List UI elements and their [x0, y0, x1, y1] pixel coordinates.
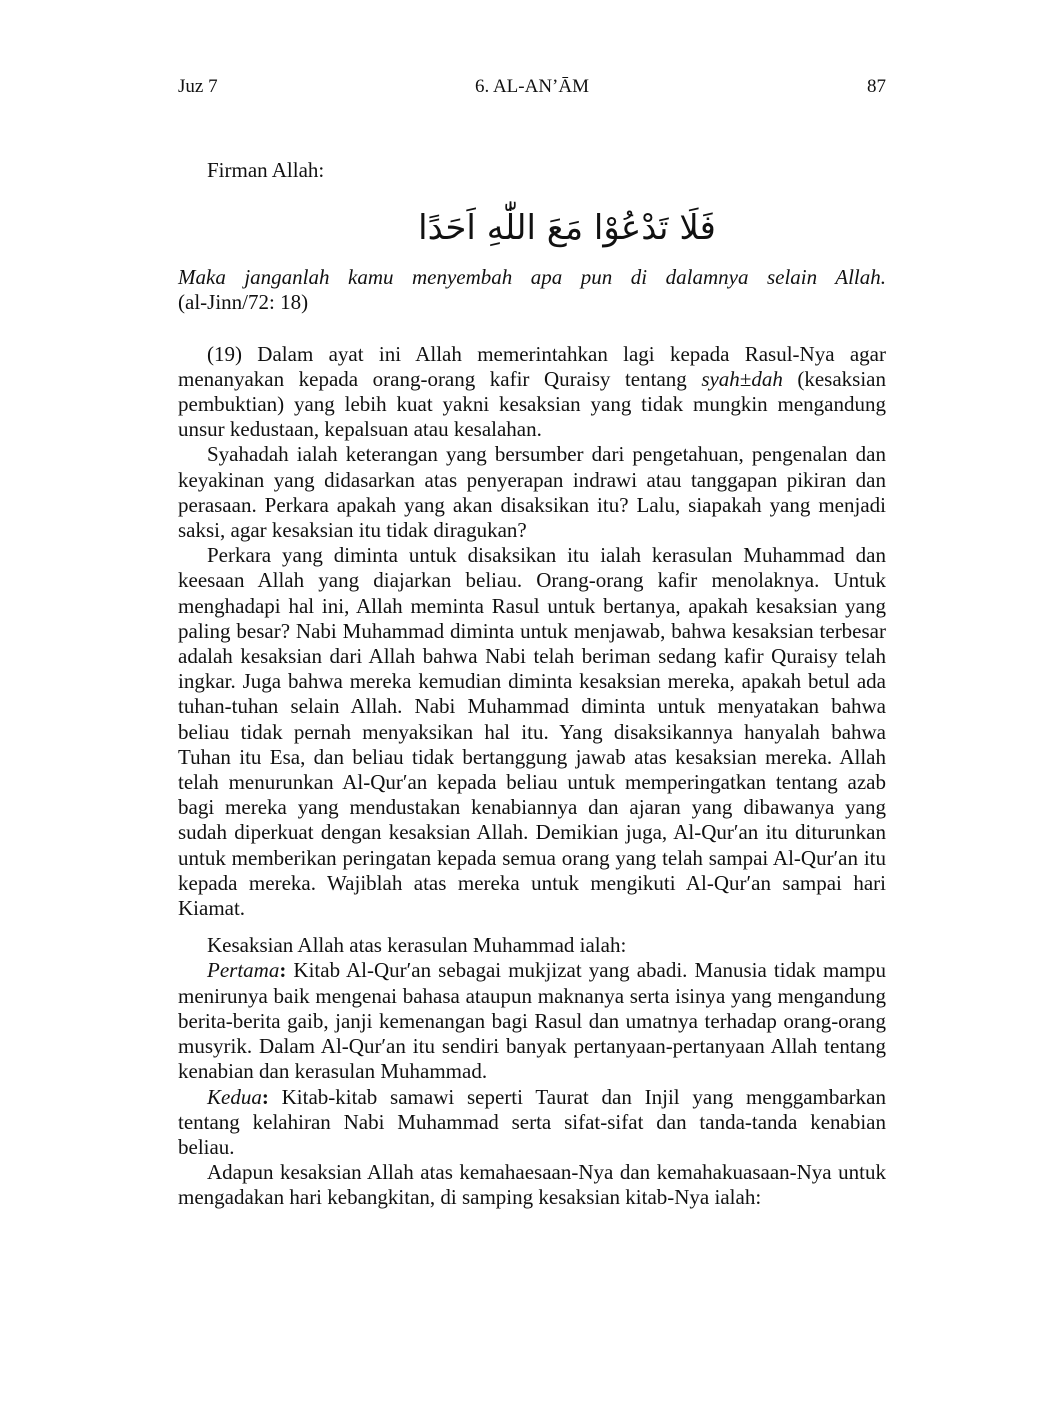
paragraph-pertama: [178, 958, 886, 1084]
text-pertama: Kitab Al-Qur′an sebagai mukjizat yang abadi. Manusia tidak mampu menirunya baik mengenai bahasa ataupun maknanya serta isinya yang mengandung berita-berita gaib, janji kemenangan bagi Rasul dan umatnya terhadap orang-orang musyrik. Dalam Al-Qur′an itu sendiri banyak pertanyaan-pertanyaan Allah tentang kenabian dan kerasulan Muhammad.: [178, 958, 886, 1084]
paragraph-19: [178, 342, 886, 443]
colon-pertama: :: [279, 958, 287, 983]
page-number: 87: [867, 76, 886, 97]
paragraph-perkara: Perkara yang diminta untuk disaksikan itu ialah kerasulan Muhammad dan keesaan Allah yang diajarkan beliau. Orang-orang kafir menolaknya. Untuk menghadapi hal ini, Allah meminta Rasul untuk bertanya, apakah kesaksian yang paling besar? Nabi Muhammad diminta untuk menjawab, bahwa kesaksian terbesar adalah kesaksian dari Allah bahwa Nabi telah beriman sedang kafir Quraisy telah ingkar. Juga bahwa mereka kemudian diminta kesaksian mereka, apakah betul ada tuhan-tuhan selain Allah. Nabi Muhammad diminta untuk menyatakan bahwa beliau tidak pernah menyaksikan hal itu. Yang disaksikannya hanyalah bahwa Tuhan itu Esa, dan beliau tidak bertanggung jawab atas kesaksian mereka. Allah telah menurunkan Al-Qur′an kepada beliau untuk memperingatkan tentang azab bagi mereka yang mendustakan kenabiannya dan ajaran yang dibawanya yang sudah diperkuat dengan kesaksian Allah. Demikian juga, Al-Qur′an itu diturunkan untuk memberikan peringatan kepada semua orang yang telah sampai Al-Qur′an itu kepada mereka. Wajiblah atas mereka untuk mengikuti Al-Qur′an sampai hari Kiamat.: [178, 543, 886, 921]
label-pertama: Pertama: [207, 958, 280, 983]
verse-translation: Maka janganlah kamu menyembah apa pun di dalamnya selain Allah.: [178, 265, 886, 290]
paragraph-kedua: [178, 1085, 886, 1161]
label-kedua: Kedua: [207, 1084, 262, 1109]
term-syahadah: syah±dah: [701, 366, 783, 391]
paragraph-kesaksian-intro: Kesaksian Allah atas kerasulan Muhammad ialah:: [207, 933, 627, 958]
paragraph-adapun: Adapun kesaksian Allah atas kemahaesaan-Nya dan kemahakuasaan-Nya untuk mengadakan hari kebangkitan, di samping kesaksian kitab-Nya ialah:: [178, 1160, 886, 1210]
paragraph-19-end: (kesaksian pembuktian) yang lebih kuat yakni kesaksian yang tidak mungkin mengandung unsur kedustaan, kepalsuan atau kesalahan.: [178, 366, 887, 442]
verse-intro: Firman Allah:: [207, 158, 325, 182]
text-kedua: Kitab-kitab samawi seperti Taurat dan Injil yang menggambarkan tentang kelahiran Nabi Muhammad serta sifat-sifat dan tanda-tanda kenabian beliau.: [178, 1084, 886, 1159]
page-header: [178, 76, 886, 102]
surah-title: 6. AL-AN’ĀM: [475, 76, 589, 97]
juz-label: Juz 7: [178, 76, 218, 97]
colon-kedua: :: [261, 1084, 269, 1109]
paragraph-syahadah: Syahadah ialah keterangan yang bersumber dari pengetahuan, pengenalan dan keyakinan yang didasarkan atas penyerapan indrawi atau tanggapan pikiran dan perasaan. Perkara apakah yang akan disaksikan itu? Lalu, siapakah yang menjadi saksi, agar kesaksian itu tidak diragukan?: [178, 442, 886, 543]
page-content: [178, 158, 886, 1211]
paragraph-19-start: (19) Dalam ayat ini Allah memerintahkan lagi kepada Rasul-Nya agar menanyakan kepada orang-orang kafir Quraisy tentang: [178, 341, 886, 391]
verse-citation: (al-Jinn/72: 18): [178, 290, 309, 315]
arabic-verse: فَلَا تَدْعُوْا مَعَ اللّٰهِ اَحَدًا: [418, 208, 716, 249]
